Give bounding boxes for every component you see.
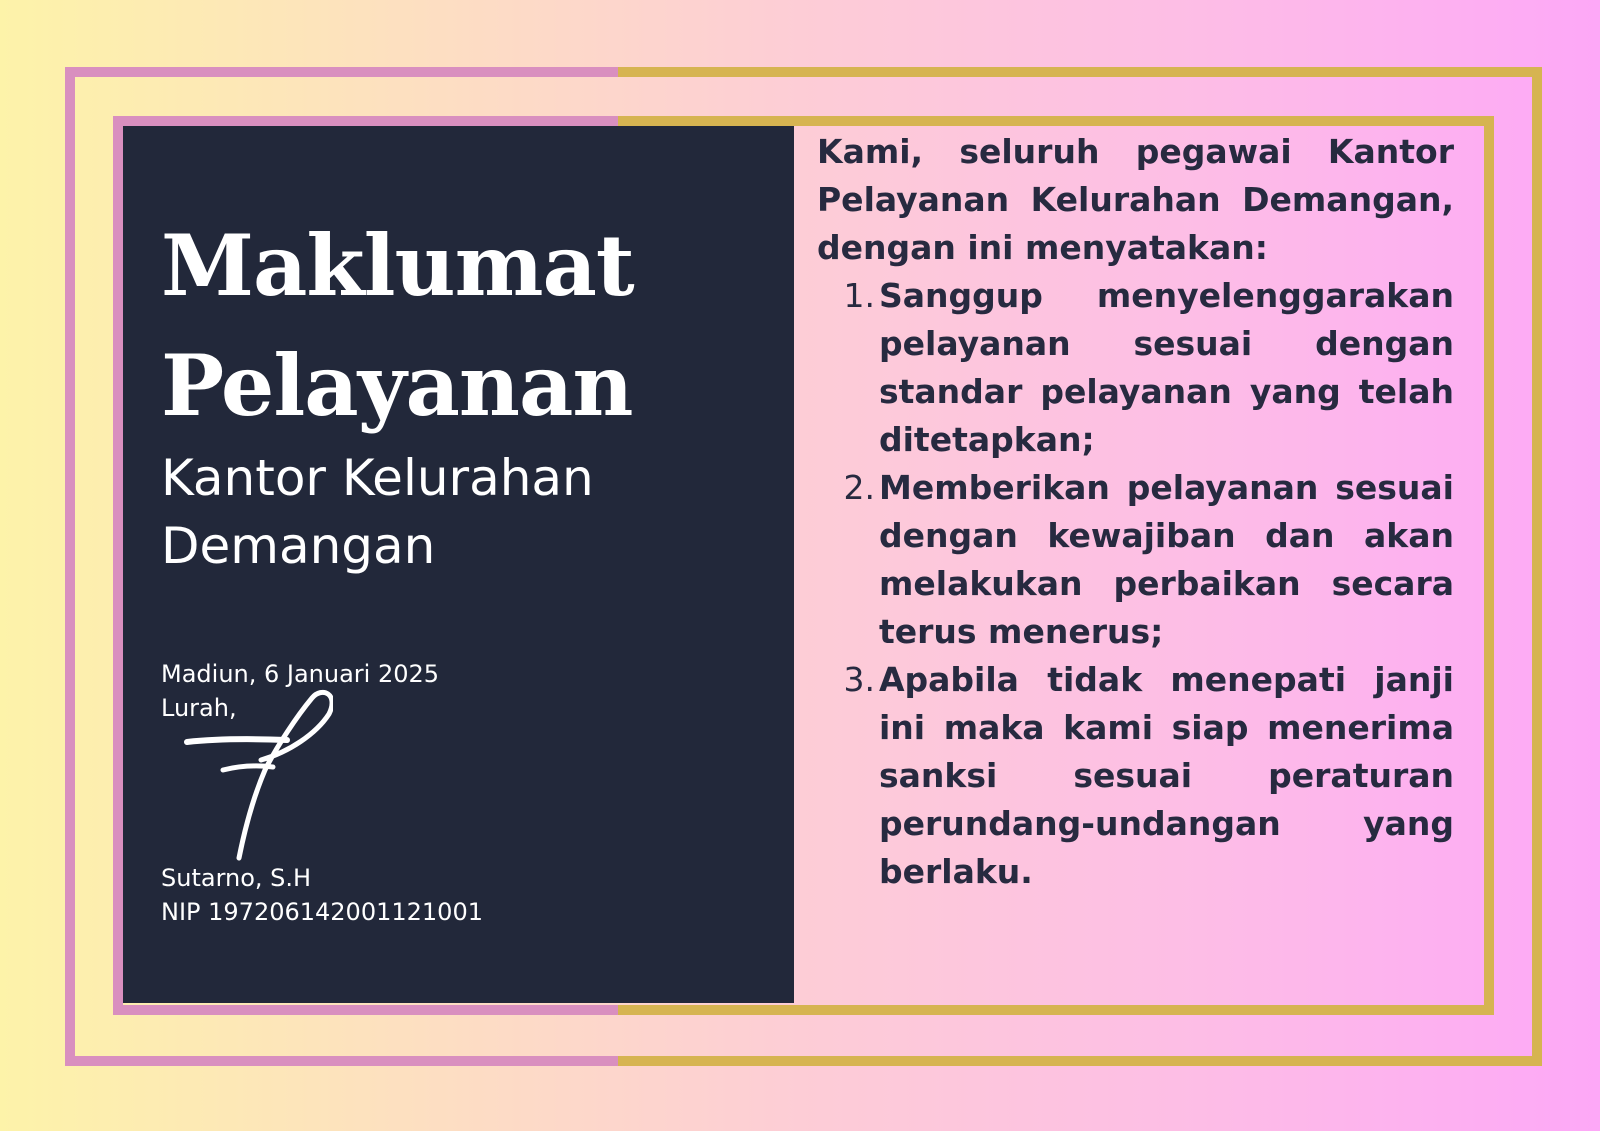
title-panel [123, 126, 794, 1003]
subtitle-line-1: Kantor Kelurahan [161, 449, 594, 507]
outer-frame-bottom-left [65, 1056, 618, 1066]
handwritten-signature [183, 688, 333, 863]
signer-nip: NIP 197206142001121001 [161, 898, 483, 926]
notice-poster [123, 126, 1482, 1003]
point-number: 2. [843, 468, 875, 507]
main-title [161, 206, 634, 446]
statement-intro: Kami, seluruh pegawai Kantor Pelayanan Kelurahan Demangan, dengan ini menyatakan: [817, 132, 1454, 267]
place-and-date: Madiun, 6 Januari 2025 [161, 660, 440, 688]
outer-frame-top-right [618, 67, 1542, 77]
point-text: Apabila tidak menepati janji ini maka kami siap menerima sanksi sesuai peraturan perundang-undangan yang berlaku. [879, 660, 1454, 891]
signer-name: Sutarno, S.H [161, 864, 312, 892]
title-line-2: Pelayanan [161, 336, 633, 435]
subtitle-line-2: Demangan [161, 517, 436, 575]
point-number: 3. [843, 660, 875, 699]
point-number: 1. [843, 276, 875, 315]
outer-frame-left [65, 67, 75, 1066]
outer-frame-right [1532, 67, 1542, 1066]
inner-frame-top-left [113, 116, 618, 126]
inner-frame-right [1484, 116, 1494, 1015]
statement-point-1 [817, 272, 1454, 464]
statement-panel [794, 126, 1482, 1003]
outer-frame-top-left [65, 67, 618, 77]
inner-frame-left [113, 116, 123, 1015]
outer-frame-bottom-right [618, 1056, 1542, 1066]
title-line-1: Maklumat [161, 216, 634, 315]
inner-frame-top-right [618, 116, 1494, 126]
point-text: Memberikan pelayanan sesuai dengan kewajiban dan akan melakukan perbaikan secara terus menerus; [879, 468, 1454, 651]
inner-frame-bottom-left [113, 1005, 618, 1015]
statement-points [817, 272, 1454, 896]
statement-point-2 [817, 464, 1454, 656]
office-subtitle [161, 444, 761, 580]
signer-role: Lurah, [161, 694, 237, 722]
inner-frame-bottom-right [618, 1005, 1494, 1015]
statement-text [817, 128, 1454, 896]
point-text: Sanggup menyelenggarakan pelayanan sesuai dengan standar pelayanan yang telah ditetapkan; [879, 276, 1454, 459]
statement-point-3 [817, 656, 1454, 896]
